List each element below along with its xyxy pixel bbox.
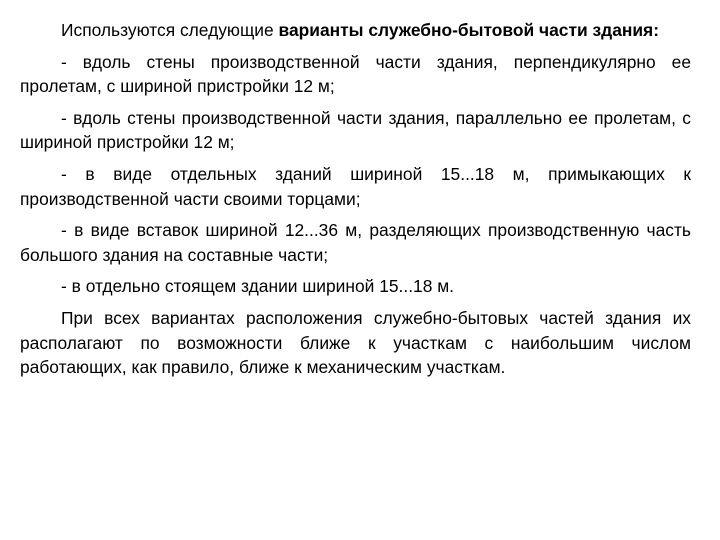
intro-lead: Используются следующие bbox=[61, 20, 279, 40]
variant-item: - вдоль стены производственной части здания, перпендикулярно ее пролетам, с шириной пристройки 12 м; bbox=[20, 51, 691, 97]
variant-item: - в виде вставок шириной 12...36 м, разделяющих производственную часть большого здания на составные части; bbox=[20, 220, 691, 265]
intro-emphasis: варианты служебно-бытовой части здания: bbox=[278, 20, 659, 40]
document-body bbox=[20, 18, 691, 387]
variant-item: - в отдельно стоящем здании шириной 15...18 м. bbox=[61, 276, 455, 297]
variant-item: - в виде отдельных зданий шириной 15...18 м, примыкающих к производственной части своими торцами; bbox=[20, 163, 691, 209]
variant-item: - вдоль стены производственной части здания, параллельно ее пролетам, с шириной пристройки 12 м; bbox=[20, 107, 691, 153]
intro-paragraph bbox=[20, 18, 691, 43]
conclusion-paragraph: При всех вариантах расположения служебно-бытовых частей здания их располагают по возможности ближе к участкам с наибольшим числом работающих, как правило, ближе к механическим участкам. bbox=[20, 307, 691, 378]
